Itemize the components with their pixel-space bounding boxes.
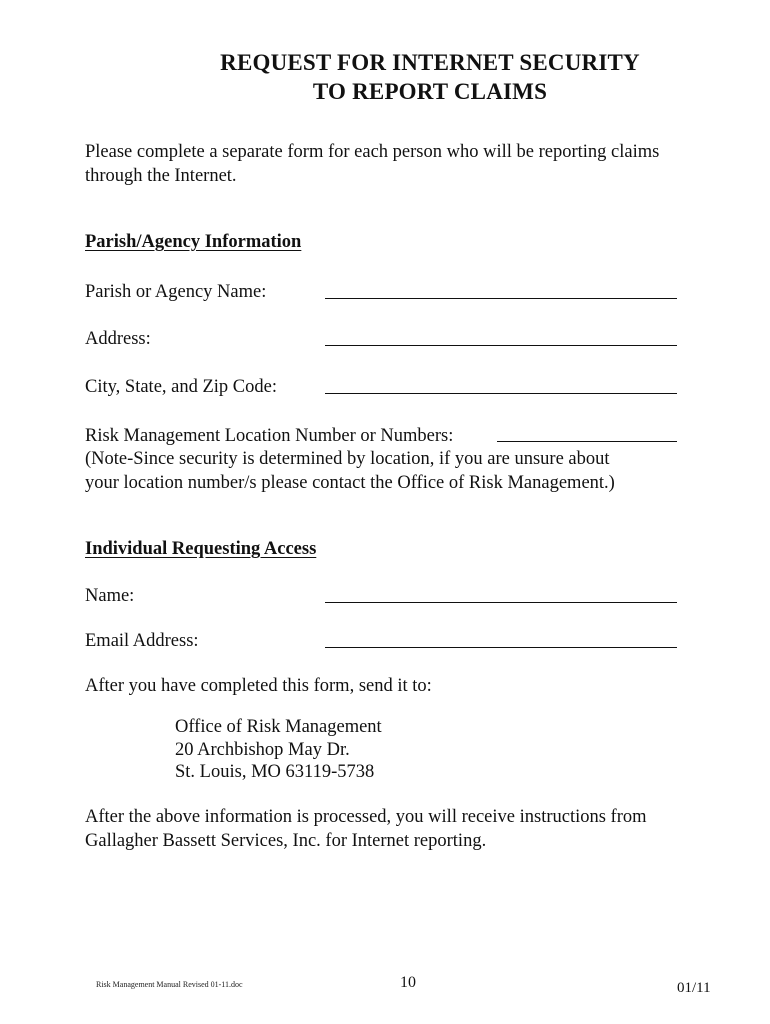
footer-filename: Risk Management Manual Revised 01-11.doc [96, 980, 243, 989]
send-to-lead: After you have completed this form, send it to: [85, 676, 432, 696]
parish-agency-name-field[interactable] [325, 298, 677, 299]
parish-agency-name-label: Parish or Agency Name: [85, 282, 267, 302]
intro-line-1: Please complete a separate form for each person who will be reporting claims [85, 142, 660, 162]
location-number-field[interactable] [497, 441, 677, 442]
mailing-address-line-2: 20 Archbishop May Dr. [175, 740, 350, 760]
email-address-field[interactable] [325, 647, 677, 648]
location-note-line-1: (Note-Since security is determined by location, if you are unsure about [85, 449, 610, 469]
address-field[interactable] [325, 345, 677, 346]
individual-requesting-access-heading: Individual Requesting Access [85, 539, 317, 559]
form-title-line-2: TO REPORT CLAIMS [312, 79, 548, 104]
location-number-label: Risk Management Location Number or Numbers: [85, 426, 454, 446]
city-state-zip-label: City, State, and Zip Code: [85, 377, 278, 397]
closing-line-2: Gallagher Bassett Services, Inc. for Internet reporting. [85, 831, 487, 851]
individual-name-label: Name: [85, 586, 135, 606]
mailing-address-line-3: St. Louis, MO 63119-5738 [175, 762, 375, 782]
form-title-line-1: REQUEST FOR INTERNET SECURITY [220, 50, 640, 75]
footer-page-number: 10 [400, 974, 416, 991]
city-state-zip-field[interactable] [325, 393, 677, 394]
closing-line-1: After the above information is processed, you will receive instructions from [85, 807, 647, 827]
intro-line-2: through the Internet. [85, 166, 237, 186]
address-label: Address: [85, 329, 151, 349]
footer-date: 01/11 [677, 980, 711, 996]
location-note-line-2: your location number/s please contact the Office of Risk Management.) [85, 473, 615, 493]
individual-name-field[interactable] [325, 602, 677, 603]
email-address-label: Email Address: [85, 631, 199, 651]
mailing-address-line-1: Office of Risk Management [175, 717, 382, 737]
parish-agency-heading: Parish/Agency Information [85, 232, 302, 252]
